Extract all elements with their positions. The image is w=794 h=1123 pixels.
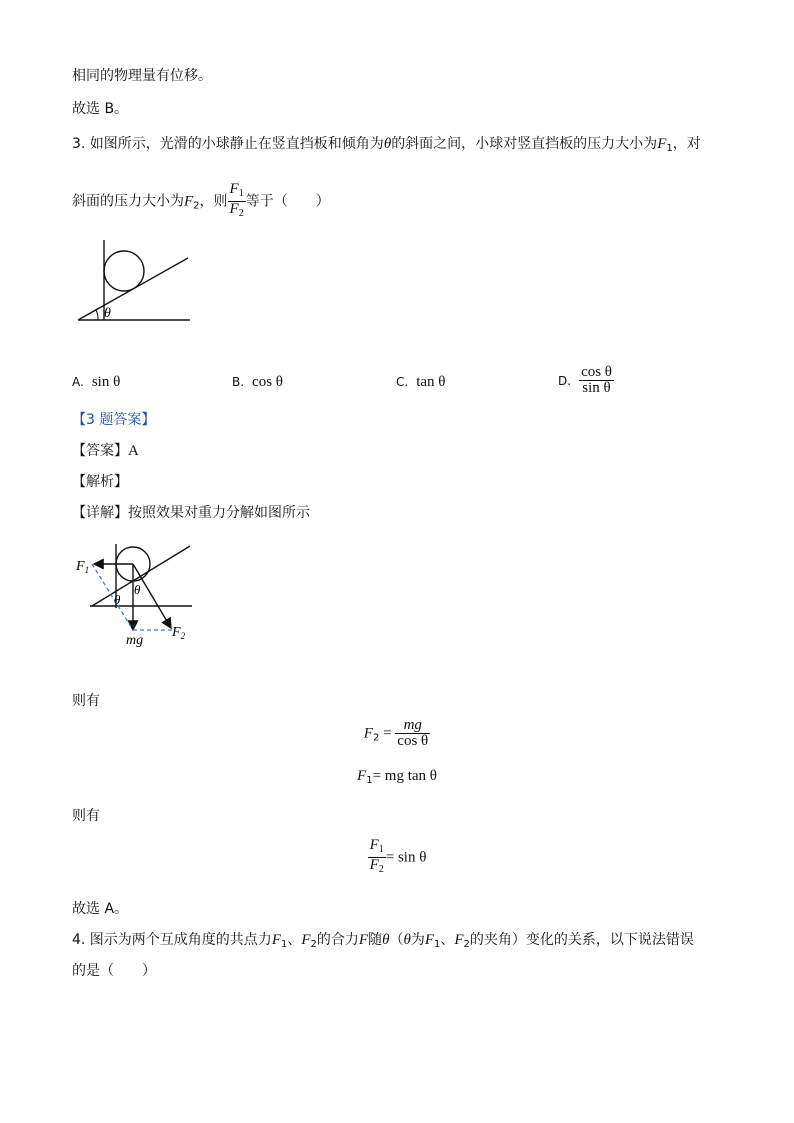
option-a[interactable]: A. sin θ (72, 374, 121, 390)
equation-2: $F_1=$ mg tan θ (357, 768, 437, 786)
theta-label-1: θ (114, 592, 121, 607)
equation-1: $F_2$ = $\frac{mg}{\text{cos θ}}$ (363, 717, 429, 749)
fraction-F1-over-F2: $\frac{F_1}{F_2}$ (229, 181, 244, 219)
analysis-label: 【解析】 (72, 474, 128, 490)
answer-line: 【答案】A (72, 443, 139, 459)
mg-label: mg (126, 633, 144, 648)
conclusion-line: 故选 A。 (72, 901, 129, 917)
then-line-1: 则有 (72, 693, 100, 709)
F2-label: $F_2$ (172, 625, 186, 641)
question-3-stem-line1: 3. 如图所示，光滑的小球静止在竖直挡板和倾角为θ的斜面之间，小球对竖直挡板的压力大小为$F_1$，对 (72, 136, 701, 154)
force-decomposition-figure (72, 536, 202, 652)
question-4-line2: 的是（ ） (72, 963, 156, 979)
then-line-2: 则有 (72, 808, 100, 824)
text-line: 故选 B。 (72, 101, 129, 117)
answer-tag: 【3 题答案】 (72, 412, 156, 428)
text-line: 相同的物理量有位移。 (72, 68, 212, 84)
option-d[interactable]: D. $\frac{\text{cos θ}}{\text{sin θ}}$ (558, 364, 612, 396)
detail-line: 【详解】按照效果对重力分解如图所示 (72, 505, 310, 521)
incline-ball-figure (72, 234, 202, 326)
option-b[interactable]: B. cos θ (232, 374, 283, 390)
equation-3: $\frac{F_1}{F_2}$ = sin θ (369, 837, 427, 875)
theta-label: θ (104, 306, 111, 321)
question-3-stem-line2: 斜面的压力大小为$F_2$，则 $\frac{F_1}{F_2}$ 等于（ ） (72, 181, 330, 219)
theta-label-2: θ (134, 582, 141, 597)
F1-label: $F_1$ (76, 559, 90, 575)
option-c[interactable]: C. tan θ (396, 374, 446, 390)
question-4-line1: 4. 图示为两个互成角度的共点力$F_1$、$F_2$的合力F随θ（θ为$F_1$、$F_2$的夹角）变化的关系，以下说法错误 (72, 932, 694, 950)
